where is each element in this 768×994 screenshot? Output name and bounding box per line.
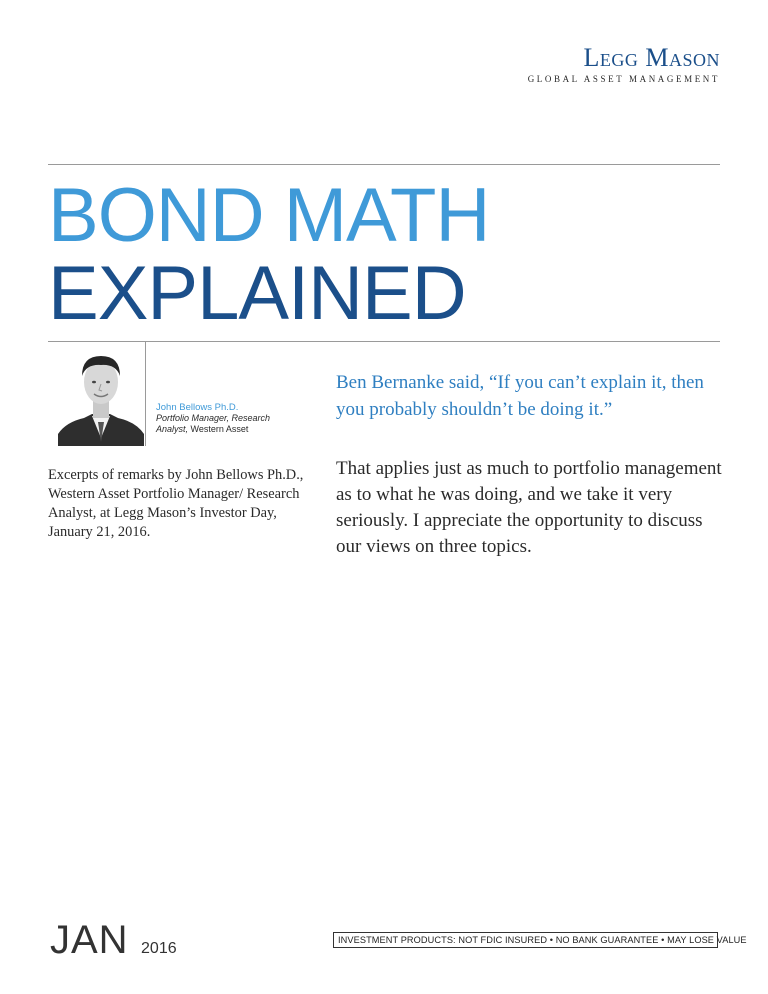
author-photo bbox=[58, 346, 144, 446]
logo-name: Legg Mason bbox=[583, 43, 720, 72]
author-org: Western Asset bbox=[190, 424, 249, 434]
author-info bbox=[156, 402, 296, 435]
title-divider bbox=[48, 341, 720, 342]
legg-mason-logo bbox=[528, 44, 720, 84]
author-role: Portfolio Manager, Research Analyst, bbox=[156, 413, 271, 434]
excerpt-text: Excerpts of remarks by John Bellows Ph.D., Western Asset Portfolio Manager/ Research Analyst, at Legg Mason’s Investor Day, January 21, 2016. bbox=[48, 467, 304, 540]
date-month: JAN bbox=[50, 918, 129, 962]
date-year: 2016 bbox=[141, 940, 177, 957]
title-line-1: BOND MATH bbox=[48, 173, 490, 258]
publication-date bbox=[50, 918, 177, 963]
photo-divider bbox=[145, 342, 146, 446]
top-divider bbox=[48, 164, 720, 165]
bernanke-quote: Ben Bernanke said, “If you can’t explain it, then you probably shouldn’t be doing it.” bbox=[336, 372, 704, 420]
title-line-2: EXPLAINED bbox=[48, 251, 466, 336]
author-name: John Bellows Ph.D. bbox=[156, 402, 239, 413]
intro-paragraph: That applies just as much to portfolio management as to what he was doing, and we take it very seriously. I appreciate the opportunity to discuss our views on three topics. bbox=[336, 458, 722, 557]
disclaimer-box: INVESTMENT PRODUCTS: NOT FDIC INSURED • NO BANK GUARANTEE • MAY LOSE VALUE bbox=[333, 932, 718, 948]
logo-subtitle: GLOBAL ASSET MANAGEMENT bbox=[527, 74, 720, 84]
